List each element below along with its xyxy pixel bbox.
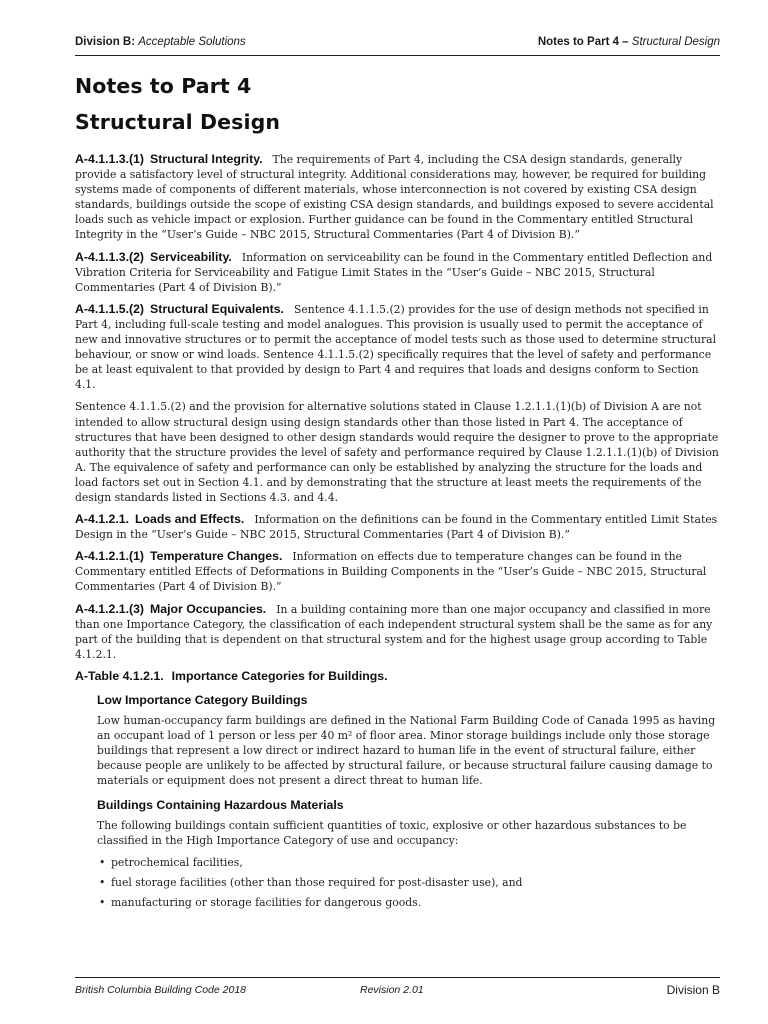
hazardous-materials-heading: Buildings Containing Hazardous Materials: [97, 797, 344, 812]
header-division-title: Acceptable Solutions: [138, 36, 246, 48]
footer-revision: Revision 2.01: [360, 984, 424, 996]
low-importance-text: Low human-occupancy farm buildings are defined in the National Farm Building Code of Canada 1995 as having an occupant load of 1 person or less per 40 m² of floor area. Minor storage buildings include only those storage buildings that represent a low direct or indirect hazard to human life in the event of structural failure, either because people are unlikely to be affected by structural failure, or because structural failure causing damage to materials or equipment does not present a direct threat to human life.: [97, 714, 716, 788]
note-text: Information on effects due to temperature changes can be found in the Commentary entitled Effects of Deformations in Building Components in the “User’s Guide – NBC 2015, Structural Commentaries (Part 4 of Division B).”: [75, 550, 707, 594]
header-division-label: Division B:: [75, 36, 136, 48]
note-id: A-4.1.2.1.(1): [75, 549, 145, 564]
note-structural-equivalents-continued: [75, 399, 720, 505]
note-serviceability: [75, 250, 720, 295]
list-item: [97, 875, 720, 890]
list-item: [97, 895, 720, 910]
table-note-title: Importance Categories for Buildings.: [171, 668, 388, 683]
note-title: Serviceability.: [150, 249, 232, 264]
page-title: Notes to Part 4: [75, 74, 252, 98]
table-note-heading: [75, 669, 720, 684]
note-text: The requirements of Part 4, including the CSA design standards, generally provide a satisfactory level of structural integrity. Additional considerations may, however, be required for building systems made of components of different materials, whose interconnection is not covered by existing CSA design standards, buildings outside the scope of existing CSA design standards, and buildings exposed to severe accidental loads such as vehicle impact or explosion. Further guidance can be found in the Commentary entitled Structural Integrity in the “User’s Guide – NBC 2015, Structural Commentaries (Part 4 of Division B).”: [75, 153, 714, 242]
note-structural-integrity: [75, 152, 720, 243]
hazardous-materials-text: The following buildings contain sufficient quantities of toxic, explosive or other hazardous substances to be classified in the High Importance Category of use and occupancy:: [97, 818, 687, 847]
low-importance-heading: Low Importance Category Buildings: [97, 693, 308, 707]
table-note-id: A-Table 4.1.2.1.: [75, 668, 164, 683]
list-item-text: petrochemical facilities,: [111, 855, 243, 869]
note-major-occupancies: [75, 602, 720, 662]
note-title: Structural Equivalents.: [150, 301, 284, 316]
note-loads-and-effects: [75, 512, 720, 542]
note-id: A-4.1.1.3.(1): [75, 152, 145, 166]
note-structural-equivalents: [75, 302, 720, 393]
running-header: [75, 33, 720, 56]
note-text: In a building containing more than one major occupancy and classified in more than one Importance Category, the classification of each independent structural system shall be the same as for any part of the building that is dependent on that structural system and for the highest usage group according to Table 4.1.2.1.: [75, 602, 713, 661]
list-item-text: manufacturing or storage facilities for dangerous goods.: [111, 896, 422, 910]
note-title: Major Occupancies.: [150, 601, 267, 616]
note-title: Temperature Changes.: [150, 549, 283, 564]
note-id: A-4.1.1.5.(2): [75, 301, 145, 316]
note-id: A-4.1.2.1.(3): [75, 601, 145, 616]
page-subtitle: Structural Design: [75, 110, 281, 134]
table-note-content: [97, 693, 720, 910]
note-temperature-changes: [75, 549, 720, 594]
list-item-text: fuel storage facilities (other than those required for post-disaster use), and: [111, 875, 523, 889]
note-id: A-4.1.1.3.(2): [75, 249, 145, 264]
note-text: Information on serviceability can be found in the Commentary entitled Deflection and Vibration Criteria for Serviceability and Fatigue Limit States in the “User’s Guide – NBC 2015, Structural Commentaries (Part 4 of Division B).”: [75, 250, 713, 294]
header-part-label: Notes to Part 4 –: [537, 36, 629, 48]
note-text: Information on the definitions can be found in the Commentary entitled Limit States Design in the “User’s Guide – NBC 2015, Structural Commentaries (Part 4 of Division B).”: [75, 513, 718, 542]
bullet-icon: •: [99, 875, 106, 889]
note-title: Loads and Effects.: [135, 512, 245, 527]
list-item: [97, 855, 720, 870]
bullet-icon: •: [99, 896, 106, 910]
note-text: Sentence 4.1.1.5.(2) provides for the use of design methods not specified in Part 4, including full-scale testing and model analogues. This provision is usually used to permit the acceptance of new and innovative structures or to permit the acceptance of model tests such as those used to determine structural behaviour, or snow or wind loads. Sentence 4.1.1.5.(2) specifically requires that the level of safety and performance be at least equivalent to that provided by design to Part 4 and requires that loads and designs conform to Section 4.1.: [75, 302, 717, 392]
note-text: Sentence 4.1.1.5.(2) and the provision for alternative solutions stated in Clause 1.2.1.1.(1)(b) of Division A are not intended to allow structural design using design standards other than those listed in Part 4. The acceptance of structures that have been designed to other design standards would require the designer to prove to the appropriate authority that the structure provides the level of safety and performance required by Clause 1.2.1.1.(1)(b) of Division A. The equivalence of safety and performance can only be established by analyzing the structure for the loads and load factors set out in Section 4.1. and by demonstrating that the structure at least meets the requirements of the design standards listed in Sections 4.3. and 4.4.: [75, 400, 719, 504]
header-part-title: Structural Design: [631, 36, 720, 48]
bullet-icon: •: [99, 855, 106, 869]
document-body: [75, 152, 720, 915]
note-id: A-4.1.2.1.: [75, 512, 129, 527]
note-title: Structural Integrity.: [150, 152, 263, 166]
hazardous-buildings-list: [97, 855, 720, 910]
footer-division: Division B: [666, 983, 720, 997]
running-footer: [75, 977, 720, 1002]
footer-code-name: British Columbia Building Code 2018: [75, 984, 247, 996]
header-part: [538, 36, 720, 48]
header-division: [75, 36, 246, 48]
